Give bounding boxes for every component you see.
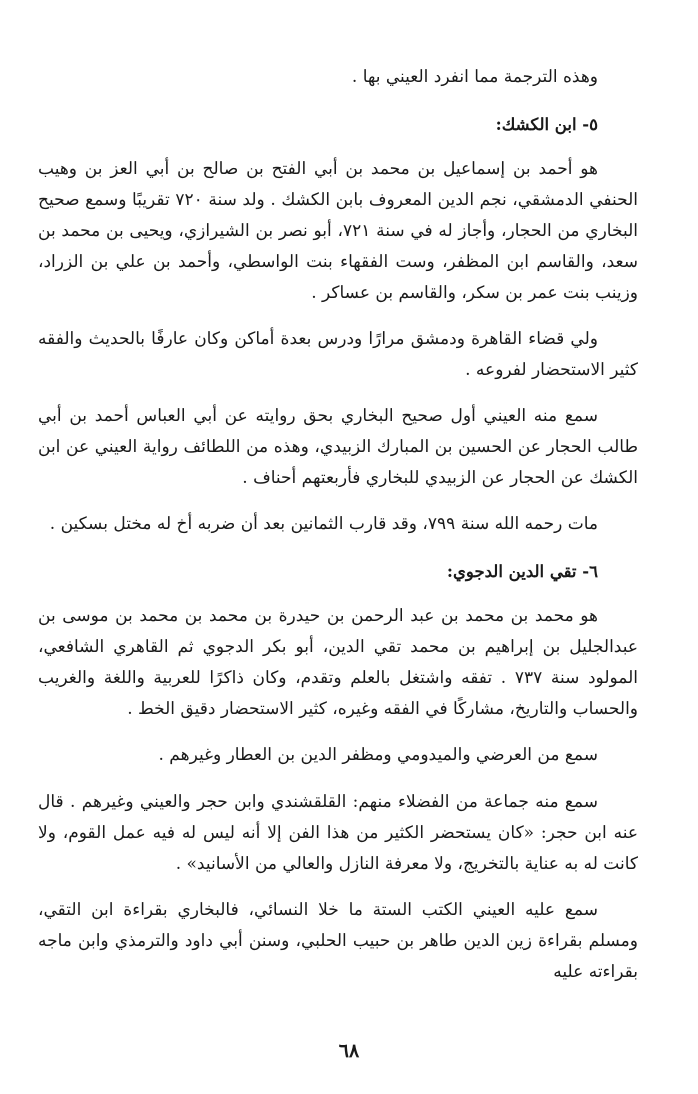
paragraph-dajawi-books: سمع عليه العيني الكتب الستة ما خلا النسائي، فالبخاري بقراءة ابن التقي، ومسلم بقراءة زين الدين طاهر بن حبيب الحلبي، وسنن أبي داود والترمذي وابن ماجه بقراءته عليه [38,900,638,982]
paragraph-dajawi-bio: هو محمد بن محمد بن عبد الرحمن بن حيدرة بن محمد بن محمد بن موسى بن عبدالجليل بن إبراهيم بن محمد تقي الدين، أبو بكر الدجوي ثم القاهري الشافعي، المولود سنة ٧٣٧ . تفقه واشتغل بالعلم وتقدم، وكان ذاكرًا للعربية واللغة والغريب والحساب والتاريخ، مشاركًا في الفقه وغيره، كثير الاستحضار دقيق الخط . [38,606,639,719]
paragraph-ibn-al-kishk-hearing: سمع منه العيني أول صحيح البخاري بحق روايته عن أبي العباس أحمد بن أبي طالب الحجار عن الحسين بن المبارك الزبيدي، وهذه من اللطائف رواية العيني عن ابن الكشك عن الحجار عن الزبيدي للبخاري فأربعتهم أحناف . [38,406,638,488]
section-heading-taqi-al-din-al-dajawi: ٦- تقي الدين الدجوي: [446,562,598,581]
paragraph-dajawi-students: سمع منه جماعة من الفضلاء منهم: القلقشندي وابن حجر والعيني وغيرهم . قال عنه ابن حجر: «كان يستحضر الكثير من هذا الفن إلا أنه ليس له فيه عمل القوم، ولا كانت له به عناية بالتخريج، ولا معرفة النازل والعالي من الأسانيد» . [38,792,638,874]
paragraph-ibn-al-kishk-death: مات رحمه الله سنة ٧٩٩، وقد قارب الثمانين بعد أن ضربه أخ له مختل بسكين . [49,514,598,534]
section-heading-ibn-al-kishk: ٥- ابن الكشك: [495,115,598,134]
paragraph-translation-note: وهذه الترجمة مما انفرد العيني بها . [351,67,598,87]
page-number: ٦٨ [338,1040,360,1062]
paragraph-ibn-al-kishk-career: ولي قضاء القاهرة ودمشق مرارًا ودرس بعدة أماكن وكان عارفًا بالحديث والفقه كثير الاستحضار لفروعه . [38,329,638,380]
paragraph-ibn-al-kishk-bio: هو أحمد بن إسماعيل بن محمد بن أبي الفتح بن صالح بن أبي العز بن وهيب الحنفي الدمشقي، نجم الدين المعروف بابن الكشك . ولد سنة ٧٢٠ تقريبًا وسمع صحيح البخاري من الحجار، وأجاز له في سنة ٧٢١، أبو نصر بن الشيرازي، ويحيى بن محمد بن سعد، والقاسم ابن المظفر، وست الفقهاء بنت الواسطي، وأحمد بن علي بن الزراد، وزينب بنت عمر بن سكر، والقاسم بن عساكر . [38,159,638,303]
page-body [38,62,638,1062]
paragraph-dajawi-teachers: سمع من العرضي والميدومي ومظفر الدين بن العطار وغيرهم . [158,745,598,765]
